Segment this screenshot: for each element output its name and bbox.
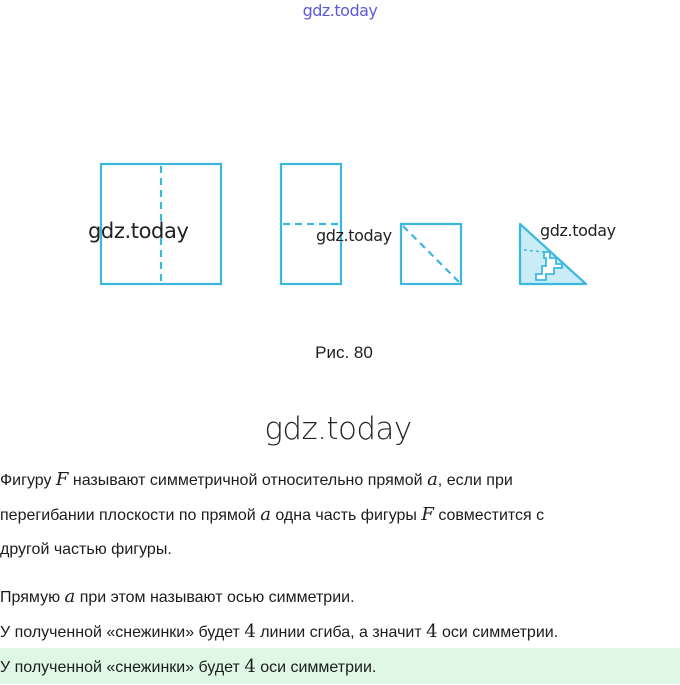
paragraph-solution bbox=[0, 614, 676, 650]
text-span: перегибании плоскости по прямой bbox=[0, 507, 261, 524]
text-span: У полученной «снежинки» будет bbox=[0, 659, 245, 676]
figure-caption: Рис. 80 bbox=[315, 343, 373, 362]
watermark-figure-1: gdz.today bbox=[88, 219, 189, 243]
paragraph-definition-line-1 bbox=[0, 462, 676, 498]
paragraph-definition-line-2 bbox=[0, 497, 676, 533]
text-span: при этом называют осью симметрии. bbox=[75, 589, 355, 606]
paragraph-axis bbox=[0, 579, 676, 615]
watermark-figure-3: gdz.today bbox=[540, 221, 616, 240]
math-var-a: a bbox=[260, 504, 271, 525]
answer-text bbox=[0, 649, 676, 685]
watermark-top: gdz.today bbox=[302, 1, 378, 20]
text-span: одна часть фигуры bbox=[270, 507, 422, 524]
text-span: оси симметрии. bbox=[437, 624, 559, 641]
text-span: У полученной «снежинки» будет bbox=[0, 624, 245, 641]
text-span: оси симметрии. bbox=[255, 659, 377, 676]
number-4: 4 bbox=[244, 656, 256, 677]
text-span: Прямую bbox=[0, 589, 65, 606]
paragraph-definition-line-3: другой частью фигуры. bbox=[0, 541, 172, 558]
math-var-f: F bbox=[421, 504, 434, 525]
text-span: линии сгиба, а значит bbox=[255, 624, 427, 641]
text-span: , если при bbox=[437, 472, 513, 489]
math-var-a: a bbox=[64, 586, 76, 607]
number-4: 4 bbox=[426, 621, 438, 642]
text-span: совместится с bbox=[433, 507, 545, 524]
math-var-f: F bbox=[55, 469, 69, 490]
text-span: называют симметричной относительно прямой bbox=[68, 472, 428, 489]
fig-fold-line-diagonal bbox=[403, 226, 459, 282]
number-4: 4 bbox=[244, 621, 256, 642]
math-var-a: a bbox=[427, 469, 438, 490]
text-span: Фигуру bbox=[0, 472, 56, 489]
watermark-figure-2: gdz.today bbox=[316, 226, 392, 245]
watermark-big: gdz.today bbox=[264, 411, 412, 447]
